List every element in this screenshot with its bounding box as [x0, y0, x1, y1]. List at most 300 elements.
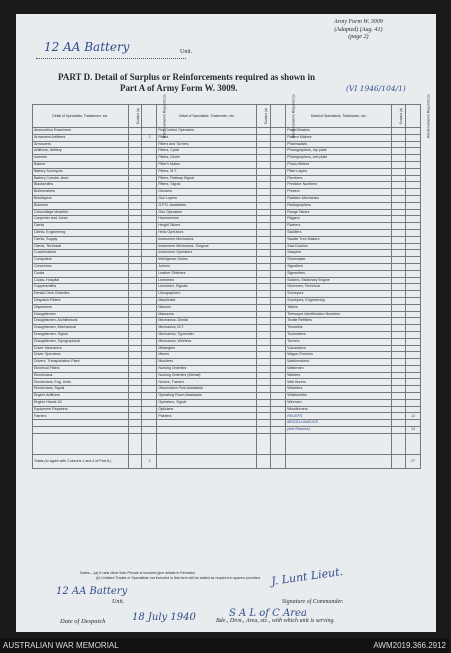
reference-handwritten: (VI 1946/104/1) — [346, 84, 406, 93]
cell-detail: Mechanics, Wireless — [157, 338, 257, 345]
archive-id: AWM2019.366.2912 — [373, 641, 446, 650]
table-row — [33, 189, 421, 196]
totals-reinforcements: 3 — [142, 454, 157, 468]
cell-reinf — [405, 318, 420, 325]
cell-detail: Cooks — [33, 270, 129, 277]
cell-reinf — [271, 141, 286, 148]
cell-surplus — [392, 270, 406, 277]
cell-detail: Signwriters — [286, 270, 392, 277]
cell-surplus — [392, 155, 406, 162]
cell-reinf — [142, 236, 157, 243]
cell-surplus — [128, 236, 142, 243]
form-sheet — [16, 14, 436, 632]
table-row — [33, 161, 421, 168]
blank-cell — [157, 433, 257, 454]
cell-detail: Lithographers — [157, 291, 257, 298]
archive-name: AUSTRALIAN WAR MEMORIAL — [3, 641, 119, 650]
cell-reinf — [405, 406, 420, 413]
cell-reinf — [405, 304, 420, 311]
cell-surplus — [257, 128, 271, 135]
cell-reinf — [271, 365, 286, 372]
cell-reinf — [142, 304, 157, 311]
cell-surplus — [128, 379, 142, 386]
cell-detail: Stokers, Stationary Engine — [286, 277, 392, 284]
cell-detail: Shoemaker — [286, 257, 392, 264]
cell-detail: Clerks, Technical — [33, 243, 129, 250]
cell-detail: Plate Layers — [286, 168, 392, 175]
cell-detail: Painters — [157, 413, 257, 420]
cell-surplus — [257, 141, 271, 148]
cell-reinf — [271, 413, 286, 420]
cell-reinf — [405, 270, 420, 277]
table-row — [33, 379, 421, 386]
cell-reinf — [142, 141, 157, 148]
cell-detail: Storemen, Technical — [286, 284, 392, 291]
cell-detail: Operating Room Assistants — [157, 393, 257, 400]
part-title-line2: Part A of Army Form W. 3009. — [120, 83, 238, 93]
cell-reinf — [405, 128, 420, 135]
signature-label: Signature of Commander. — [282, 599, 344, 605]
cell-detail: Equipment Repairers — [33, 406, 129, 413]
cell-detail: Telescope Identification Numbers — [286, 311, 392, 318]
bde-handwritten: S A L of C Area — [229, 608, 307, 619]
cell-surplus — [128, 250, 142, 257]
cell-reinf — [405, 338, 420, 345]
cell-reinf — [271, 243, 286, 250]
table-row — [33, 257, 421, 264]
cell-reinf — [405, 365, 420, 372]
cell-surplus — [128, 406, 142, 413]
cell-surplus — [392, 182, 406, 189]
cell-surplus — [128, 189, 142, 196]
table-row — [33, 311, 421, 318]
header-reinforcements: Reinforcements Required (b) — [405, 105, 420, 128]
cell-detail: Radiographers — [286, 202, 392, 209]
cell-detail: Signallers — [286, 263, 392, 270]
cell-surplus — [128, 297, 142, 304]
cell-surplus — [392, 134, 406, 141]
table-row — [33, 277, 421, 284]
cell-detail: Mechanics, Typewriter — [157, 331, 257, 338]
cell-surplus — [392, 325, 406, 332]
cell-detail: Driver Operators — [33, 352, 129, 359]
cell-reinf — [405, 202, 420, 209]
cell-detail: Joiners — [157, 263, 257, 270]
cell-reinf — [142, 168, 157, 175]
cell-surplus — [392, 168, 406, 175]
cell-surplus — [128, 413, 142, 420]
note-line: Notes.—(a) If rank other than Private is involved give details in Remarks. — [80, 571, 196, 575]
cell-surplus — [257, 277, 271, 284]
cell-detail: Well Borers — [286, 379, 392, 386]
cell-reinf — [142, 297, 157, 304]
cell-reinf — [271, 318, 286, 325]
cell-reinf — [142, 263, 157, 270]
cell-detail: Clerks — [33, 223, 129, 230]
cell-reinf — [271, 359, 286, 366]
cell-detail — [157, 420, 257, 427]
cell-detail: Textile Refitters — [286, 318, 392, 325]
cell-detail: Fitters, M.T. — [157, 168, 257, 175]
cell-detail: Driver Mechanics — [33, 345, 129, 352]
cell-reinf — [405, 331, 420, 338]
cell-reinf — [142, 270, 157, 277]
cell-detail: Turners — [286, 338, 392, 345]
table-row — [33, 406, 421, 413]
cell-detail: Pharmacists — [286, 141, 392, 148]
cell-reinf — [271, 338, 286, 345]
cell-surplus — [392, 141, 406, 148]
cell-detail: Nurses, Trained — [157, 379, 257, 386]
cell-reinf — [142, 277, 157, 284]
cell-reinf — [142, 189, 157, 196]
cell-detail: Linesmen, Signals — [157, 284, 257, 291]
cell-reinf — [142, 359, 157, 366]
cell-surplus — [392, 365, 406, 372]
commander-signature: J. Lunt Lieut. — [270, 565, 344, 588]
cell-reinf — [405, 134, 420, 141]
cell-surplus — [128, 182, 142, 189]
cell-detail: Draughtsmen, Topographical — [33, 338, 129, 345]
handwritten-entry: RELIEFS — [286, 413, 392, 420]
cell-surplus — [392, 386, 406, 393]
cell-detail: Sawyers — [286, 250, 392, 257]
cell-surplus — [392, 189, 406, 196]
cell-detail: Boilermakers — [33, 189, 129, 196]
cell-surplus — [128, 284, 142, 291]
cell-surplus — [257, 352, 271, 359]
cell-reinf — [142, 175, 157, 182]
despatch-date-handwritten: 18 July 1940 — [132, 612, 196, 623]
table-row — [33, 413, 421, 420]
cell-detail: Surveyors — [286, 291, 392, 298]
cell-detail — [33, 427, 129, 434]
cell-surplus — [128, 155, 142, 162]
table-row — [33, 195, 421, 202]
blank-cell — [271, 433, 286, 454]
header-surplus: Surplus (a) — [128, 105, 142, 128]
cell-reinf — [271, 161, 286, 168]
cell-reinf — [271, 175, 286, 182]
cell-surplus — [128, 216, 142, 223]
cell-surplus — [128, 372, 142, 379]
cell-surplus — [128, 331, 142, 338]
cell-detail: Pattern Makers — [286, 134, 392, 141]
cell-detail: Armourers — [33, 141, 129, 148]
cell-surplus — [257, 236, 271, 243]
cell-surplus — [128, 318, 142, 325]
cell-surplus — [128, 175, 142, 182]
table-row — [33, 352, 421, 359]
cell-reinf — [271, 372, 286, 379]
handwritten-entry: MISCELLANEOUS — [286, 420, 392, 427]
cell-reinf — [142, 291, 157, 298]
cell-surplus — [257, 399, 271, 406]
cell-surplus — [257, 161, 271, 168]
cell-surplus — [128, 148, 142, 155]
cell-reinf — [142, 379, 157, 386]
cell-surplus — [257, 379, 271, 386]
cell-surplus — [257, 318, 271, 325]
cell-surplus — [392, 345, 406, 352]
cell-reinf — [405, 297, 420, 304]
cell-detail: Gun Operators — [157, 209, 257, 216]
cell-detail: Wagon Erectors — [286, 352, 392, 359]
cell-reinf — [405, 141, 420, 148]
cell-reinf — [405, 236, 420, 243]
table-row — [33, 420, 421, 427]
cell-reinf — [271, 406, 286, 413]
specialists-table — [32, 94, 431, 469]
cell-detail: Battery Comdrs. Asst. — [33, 175, 129, 182]
cell-detail: Photographers, wet plate — [286, 155, 392, 162]
cell-surplus — [128, 399, 142, 406]
cell-reinf — [271, 195, 286, 202]
cell-reinf — [271, 291, 286, 298]
cell-reinf — [405, 229, 420, 236]
cell-reinf — [271, 216, 286, 223]
cell-surplus — [392, 229, 406, 236]
cell-detail: Whitesmiths — [286, 393, 392, 400]
table-row — [33, 141, 421, 148]
table-row — [33, 155, 421, 162]
part-title — [58, 72, 378, 94]
cell-detail: Ammunition Examiners — [33, 128, 129, 135]
cell-surplus — [128, 338, 142, 345]
cell-detail: Concretors — [33, 263, 129, 270]
cell-detail: Operators, Signal — [157, 399, 257, 406]
cell-surplus — [392, 413, 406, 420]
cell-detail: Fire Control Operators — [157, 128, 257, 135]
cell-detail: Plumbers — [286, 175, 392, 182]
cell-reinf — [271, 393, 286, 400]
cell-reinf — [271, 155, 286, 162]
header-surplus: Surplus (a) — [257, 105, 271, 128]
cell-detail: Armament Artificers — [33, 134, 129, 141]
cell-reinf — [142, 182, 157, 189]
cell-reinf — [142, 195, 157, 202]
cell-reinf — [405, 175, 420, 182]
table-row — [33, 297, 421, 304]
cell-detail: Computers — [33, 257, 129, 264]
cell-reinf — [142, 155, 157, 162]
blank-cell — [286, 433, 392, 454]
cell-surplus — [392, 148, 406, 155]
cell-surplus — [128, 365, 142, 372]
cell-surplus — [257, 195, 271, 202]
cell-detail: Dental Clerk Orderlies — [33, 291, 129, 298]
cell-surplus — [257, 406, 271, 413]
cell-reinf — [405, 223, 420, 230]
cell-surplus — [392, 216, 406, 223]
cell-detail: Radiator Mechanics — [286, 195, 392, 202]
cell-surplus — [392, 284, 406, 291]
cell-detail: Saddle Tree Makers — [286, 236, 392, 243]
cell-surplus — [392, 209, 406, 216]
cell-surplus — [257, 263, 271, 270]
cell-detail: Wheelers — [286, 386, 392, 393]
cell-detail: Printers — [286, 189, 392, 196]
cell-detail: Panel Beaters — [286, 128, 392, 135]
table-row — [33, 148, 421, 155]
cell-detail: Gun Layers — [157, 195, 257, 202]
cell-surplus — [392, 359, 406, 366]
cell-surplus — [128, 141, 142, 148]
cell-detail: Moulders — [157, 359, 257, 366]
cell-reinf — [271, 284, 286, 291]
cell-surplus — [128, 263, 142, 270]
table-row — [33, 338, 421, 345]
cell-surplus — [257, 216, 271, 223]
table-row — [33, 209, 421, 216]
cell-reinf — [405, 189, 420, 196]
cell-surplus — [128, 209, 142, 216]
cell-reinf — [405, 263, 420, 270]
cell-surplus — [257, 365, 271, 372]
cell-detail: Height Takers — [157, 223, 257, 230]
cell-surplus — [257, 148, 271, 155]
cell-detail: Axemen — [33, 155, 129, 162]
cell-surplus — [392, 257, 406, 264]
cell-detail: Tinsmiths — [286, 325, 392, 332]
cell-reinf — [142, 128, 157, 135]
cell-detail: Intelligence Duties — [157, 257, 257, 264]
cell-reinf — [142, 372, 157, 379]
cell-detail: Mechanics, Dental — [157, 318, 257, 325]
cell-surplus — [257, 257, 271, 264]
table-row — [33, 128, 421, 135]
cell-detail: Toolmakers — [286, 331, 392, 338]
cell-detail: Coppersmiths — [33, 284, 129, 291]
cell-surplus — [392, 406, 406, 413]
cell-detail: Electricians — [33, 372, 129, 379]
cell-detail: Instrument Operators — [157, 250, 257, 257]
table-row — [33, 236, 421, 243]
table-row — [33, 365, 421, 372]
cell-surplus — [128, 393, 142, 400]
cell-surplus — [128, 345, 142, 352]
cell-surplus — [128, 229, 142, 236]
handwritten-entry: (see Reverse) — [286, 427, 392, 434]
cell-reinf — [142, 209, 157, 216]
table-row — [33, 325, 421, 332]
cell-reinf — [142, 202, 157, 209]
table-row — [33, 270, 421, 277]
cell-surplus — [392, 338, 406, 345]
cell-detail: Battery Surveyors — [33, 168, 129, 175]
cell-detail: Watchmakers — [286, 359, 392, 366]
cell-surplus — [257, 393, 271, 400]
cell-detail: Fitters, Railway Signal — [157, 175, 257, 182]
cell-detail: Bricklayers — [33, 195, 129, 202]
cell-surplus — [128, 277, 142, 284]
cell-detail: Blacksmiths — [33, 182, 129, 189]
cell-detail: Leather Stitchers — [157, 270, 257, 277]
cell-surplus — [392, 128, 406, 135]
archive-footer — [0, 638, 449, 653]
table-row — [33, 175, 421, 182]
cell-reinf — [271, 236, 286, 243]
cell-surplus — [392, 161, 406, 168]
cell-reinf — [142, 223, 157, 230]
cell-reinf — [405, 168, 420, 175]
cell-surplus — [257, 311, 271, 318]
cell-reinf — [142, 393, 157, 400]
cell-surplus — [392, 304, 406, 311]
cell-reinf — [405, 155, 420, 162]
cell-surplus — [392, 399, 406, 406]
totals-cell — [271, 454, 286, 468]
cell-reinf — [271, 399, 286, 406]
cell-detail: Nursing Orderlies (Mental) — [157, 372, 257, 379]
table-row — [33, 229, 421, 236]
blank-row — [33, 433, 421, 454]
cell-surplus — [392, 250, 406, 257]
cell-reinf — [271, 148, 286, 155]
cell-detail: Butchers — [33, 202, 129, 209]
cell-detail: Draughtsmen, Architectural — [33, 318, 129, 325]
cell-reinf — [142, 229, 157, 236]
cell-detail: Grinders — [157, 189, 257, 196]
cell-surplus — [128, 161, 142, 168]
cell-surplus — [257, 155, 271, 162]
table-row — [33, 182, 421, 189]
cell-surplus — [128, 427, 142, 434]
cell-detail: Fitters, Driver — [157, 155, 257, 162]
cell-detail: Draughtsmen, Signal — [33, 331, 129, 338]
cell-surplus — [392, 372, 406, 379]
totals-surplus — [128, 454, 142, 468]
cell-surplus — [392, 223, 406, 230]
cell-reinf — [271, 331, 286, 338]
cell-reinf — [142, 345, 157, 352]
cell-surplus — [392, 297, 406, 304]
cell-surplus — [392, 291, 406, 298]
cell-reinf — [405, 311, 420, 318]
table-row — [33, 359, 421, 366]
cell-reinf — [405, 209, 420, 216]
cell-detail: Helio Operators — [157, 229, 257, 236]
cell-reinf — [405, 277, 420, 284]
cell-reinf — [405, 182, 420, 189]
cell-surplus — [257, 175, 271, 182]
table-row — [33, 216, 421, 223]
form-id-line: (Adapted) (Aug. 41) — [334, 26, 383, 33]
header-detail: Detail of Specialists, Tradesmen, etc. — [33, 105, 129, 128]
cell-reinf — [405, 325, 420, 332]
cell-detail: Clerks, Supply — [33, 236, 129, 243]
cell-detail: Engine Artificers — [33, 393, 129, 400]
table-row — [33, 202, 421, 209]
totals-row — [33, 454, 421, 468]
cell-detail: Linesmen — [157, 277, 257, 284]
header-detail: Detail of Specialists, Tradesmen, etc. — [286, 105, 392, 128]
cell-reinf — [405, 393, 420, 400]
cell-reinf — [271, 297, 286, 304]
cell-reinf — [271, 263, 286, 270]
cell-reinf — [142, 148, 157, 155]
cell-surplus — [392, 311, 406, 318]
cell-detail: Drivers, Transportation Plant — [33, 359, 129, 366]
cell-surplus — [257, 359, 271, 366]
cell-surplus — [257, 386, 271, 393]
cell-surplus — [128, 304, 142, 311]
cell-detail: Electrical Fitters — [33, 365, 129, 372]
cell-reinf — [142, 250, 157, 257]
cell-detail: Farriers — [33, 413, 129, 420]
cell-surplus — [128, 386, 142, 393]
cell-surplus — [257, 270, 271, 277]
